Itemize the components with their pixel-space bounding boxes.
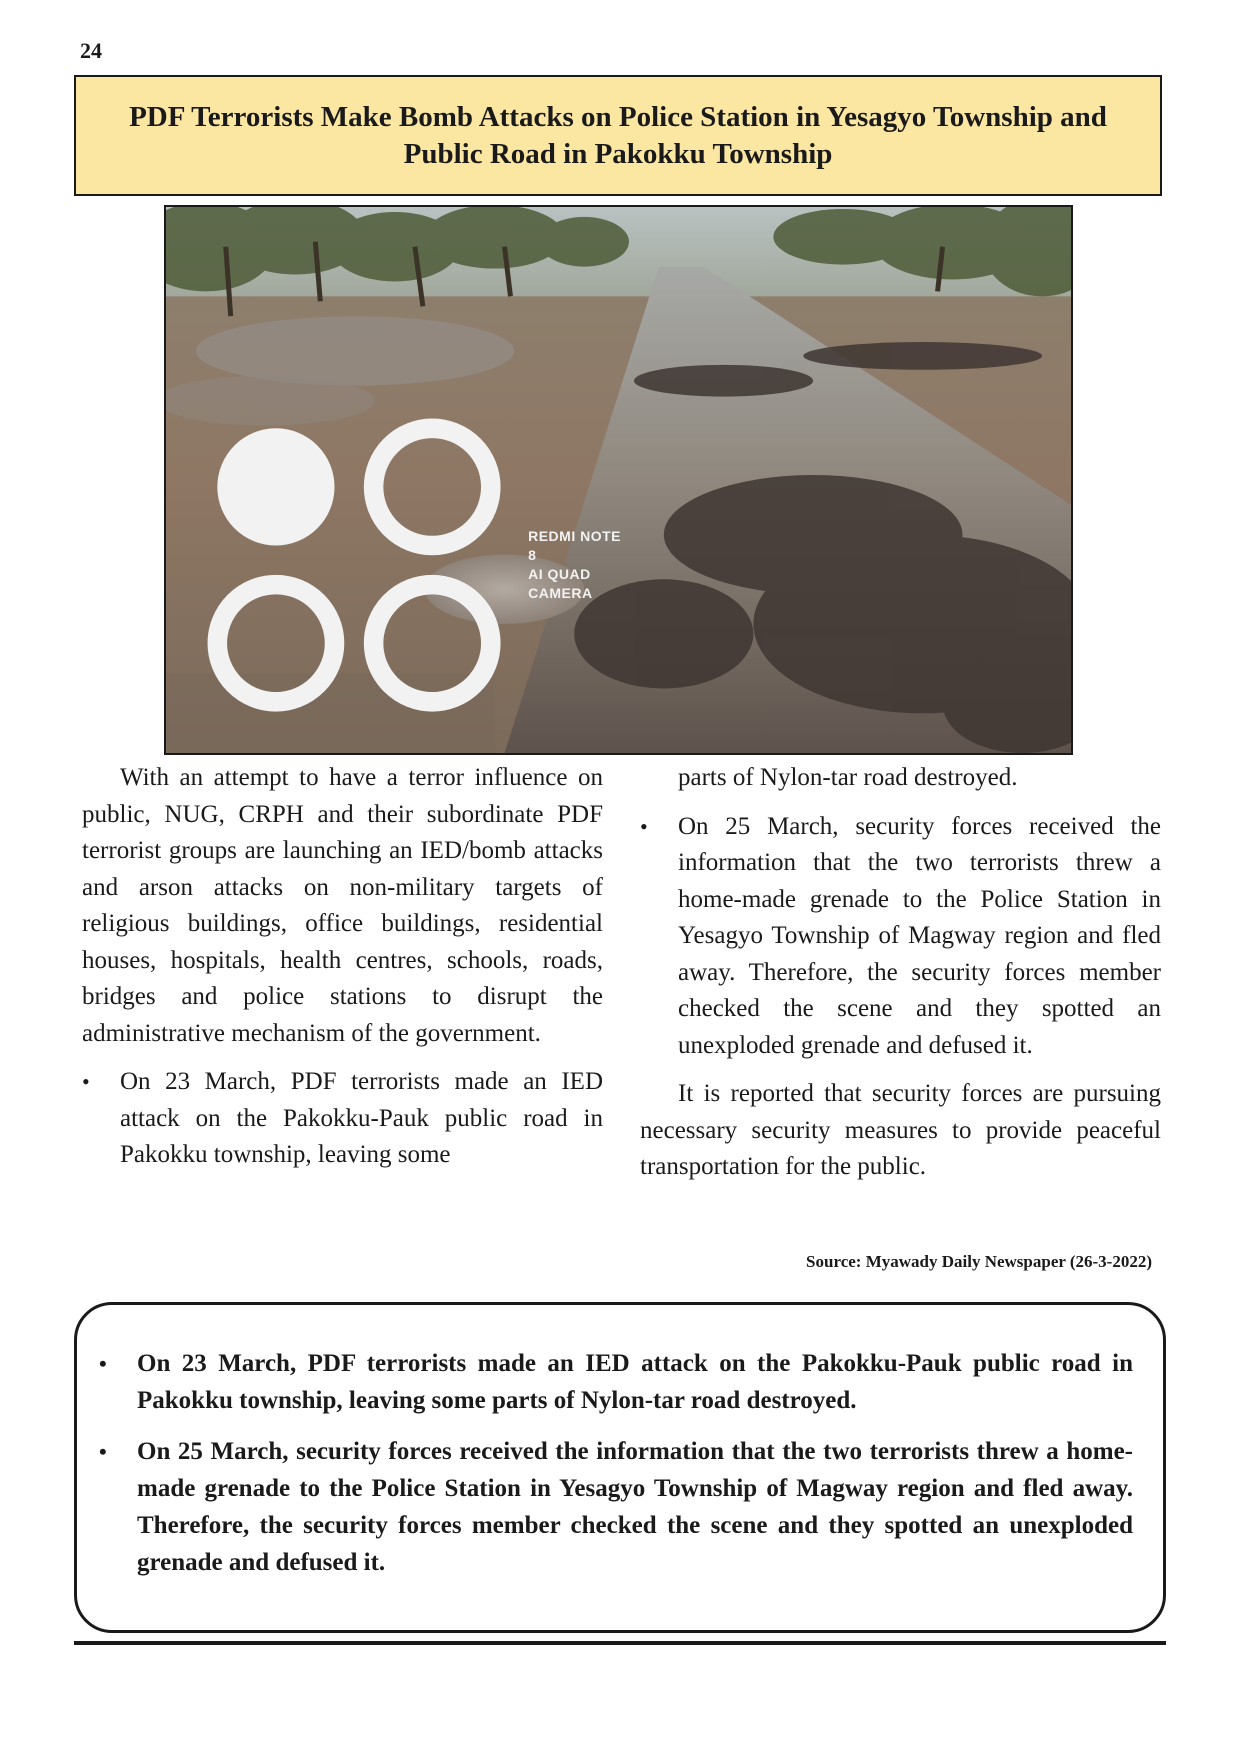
camera-watermark	[188, 399, 627, 731]
article-bullet-1-continued: parts of Nylon-tar road destroyed.	[678, 764, 1018, 791]
bullet-dot: •	[99, 1439, 107, 1464]
article-photo	[164, 205, 1073, 755]
watermark-line-1: REDMI NOTE 8	[528, 527, 621, 563]
watermark-line-2: AI QUAD CAMERA	[528, 565, 593, 601]
article-column-left	[82, 760, 603, 1174]
summary-box	[74, 1302, 1166, 1633]
article-bullet-2	[640, 809, 1161, 1065]
bottom-rule	[74, 1641, 1166, 1645]
page-title: PDF Terrorists Make Bomb Attacks on Police Station in Yesagyo Township and Public Road in Pakokku Township	[129, 100, 1107, 170]
bullet-dot: •	[640, 813, 648, 839]
bullet-dot: •	[82, 1069, 90, 1094]
article-bullet-1	[82, 1064, 603, 1174]
title-box	[74, 75, 1162, 196]
bullet-dot: •	[99, 1351, 107, 1376]
article-column-right	[640, 760, 1161, 1186]
quad-camera-icon	[188, 399, 520, 731]
summary-item	[99, 1345, 1133, 1419]
article-intro-paragraph: With an attempt to have a terror influence on public, NUG, CRPH and their subordinate PDF terrorist groups are launching an IED/bomb attacks and arson attacks on non-military targets of religious buildings, office buildings, residential houses, hospitals, health centres, schools, roads, bridges and police stations to disrupt the administrative mechanism of the government.	[82, 764, 603, 1047]
article-bullet-2-text: On 25 March, security forces received the information that the two terrorists threw a home-made grenade to the Police Station in Yesagyo Township of Magway region and fled away. Therefore, the security forces member checked the scene and they spotted an unexploded grenade and defused it.	[678, 812, 1161, 1059]
article-bullet-1-text: On 23 March, PDF terrorists made an IED attack on the Pakokku-Pauk public road in Pakokku township, leaving some	[120, 1068, 603, 1168]
summary-item-text: On 25 March, security forces received the information that the two terrorists threw a home-made grenade to the Police Station in Yesagyo Township of Magway region and fled away. Therefore, the security forces member checked the scene and they spotted an unexploded grenade and defused it.	[137, 1438, 1133, 1576]
summary-item-text: On 23 March, PDF terrorists made an IED attack on the Pakokku-Pauk public road in Pakokku township, leaving some parts of Nylon-tar road destroyed.	[137, 1350, 1133, 1414]
source-citation: Source: Myawady Daily Newspaper (26-3-2022)	[806, 1252, 1152, 1271]
summary-item	[99, 1433, 1133, 1581]
article-closing-paragraph: It is reported that security forces are pursuing necessary security measures to provide peaceful transportation for the public.	[640, 1080, 1161, 1180]
page-number: 24	[80, 38, 102, 63]
